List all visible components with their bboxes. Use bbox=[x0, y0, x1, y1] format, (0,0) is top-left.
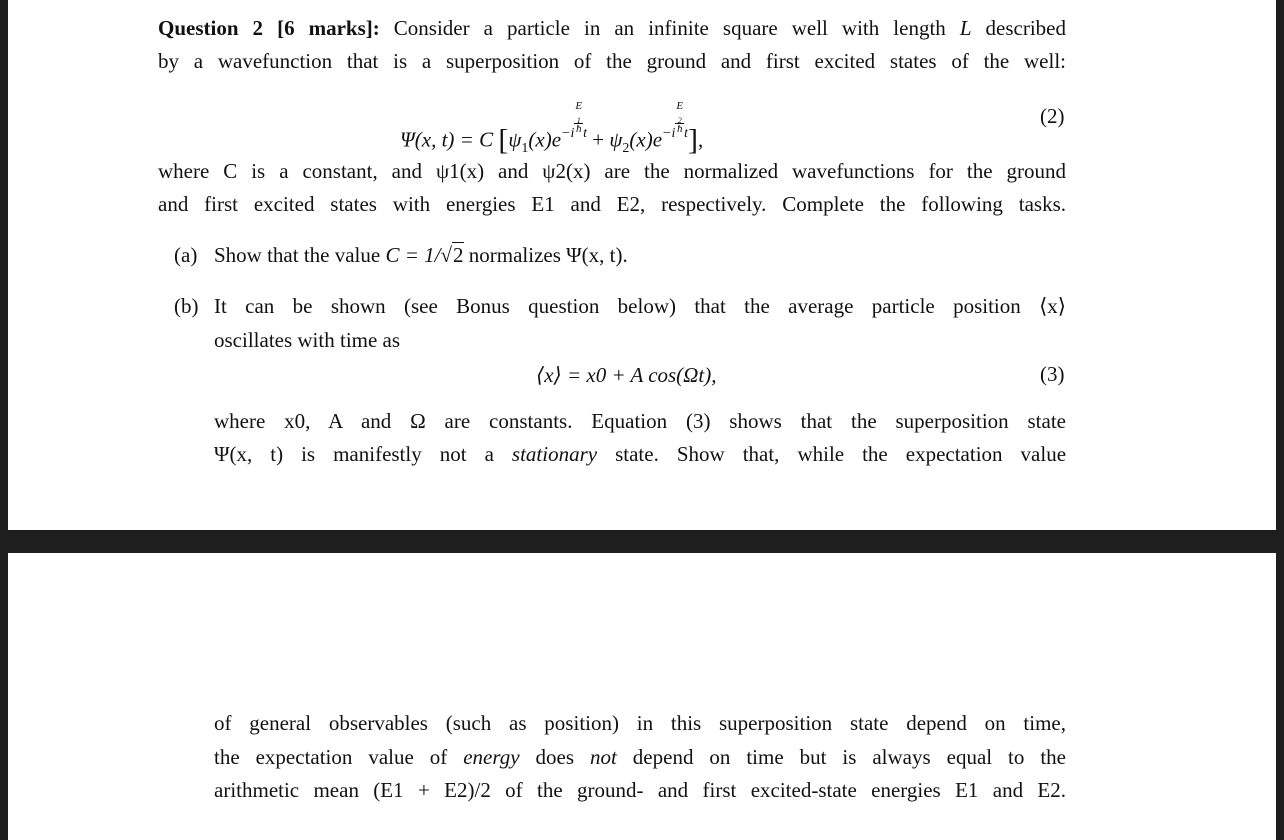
part-b-label: (b) bbox=[174, 294, 199, 318]
where-line-1: where C is a constant, and ψ1(x) and ψ2(x) are the normalized wavefunctions for the ground bbox=[158, 159, 1066, 183]
equation-2-number: (2) bbox=[1040, 104, 1065, 128]
part-b-line-3: where x0, A and Ω are constants. Equation (3) shows that the superposition state bbox=[214, 409, 1066, 433]
part-b-line-7: arithmetic mean (E1 + E2)/2 of the ground- and first excited-state energies E1 and E2. bbox=[214, 778, 1066, 802]
part-a-text: Show that the value C = 1/√2 normalizes Ψ(x, t). bbox=[214, 243, 628, 267]
equation-3-number: (3) bbox=[1040, 362, 1065, 386]
intro-line-2: by a wavefunction that is a superposition of the ground and first excited states of the well: bbox=[158, 49, 1066, 73]
part-b-line-2: oscillates with time as bbox=[214, 328, 401, 352]
document-page-2 bbox=[8, 553, 1276, 840]
part-b-line-6: the expectation value of energy does not depend on time but is always equal to the bbox=[214, 745, 1067, 769]
part-b-line-5: of general observables (such as position) in this superposition state depend on time, bbox=[214, 711, 1066, 735]
question-heading: Question 2 [6 marks]: bbox=[158, 16, 380, 40]
intro-line-1: Question 2 [6 marks]: Consider a particle in an infinite square well with length L described bbox=[158, 16, 1066, 40]
equation-3: ⟨x⟩ = x0 + A cos(Ωt), bbox=[536, 363, 717, 387]
document-page-1 bbox=[8, 0, 1276, 530]
where-line-2: and first excited states with energies E1 and E2, respectively. Complete the following tasks. bbox=[158, 192, 1066, 216]
part-a-label: (a) bbox=[174, 243, 198, 267]
part-b-line-1: It can be shown (see Bonus question below) that the average particle position ⟨x⟩ bbox=[214, 294, 1066, 318]
equation-2: Ψ(x, t) = C $[\psi_1(x)e^{-i E _1 ħ t} + \psi_2(x)e^{-i E _2 ħ t}]$, bbox=[400, 100, 704, 157]
part-b-line-4: Ψ(x, t) is manifestly not a stationary state. Show that, while the expectation value bbox=[214, 442, 1067, 466]
